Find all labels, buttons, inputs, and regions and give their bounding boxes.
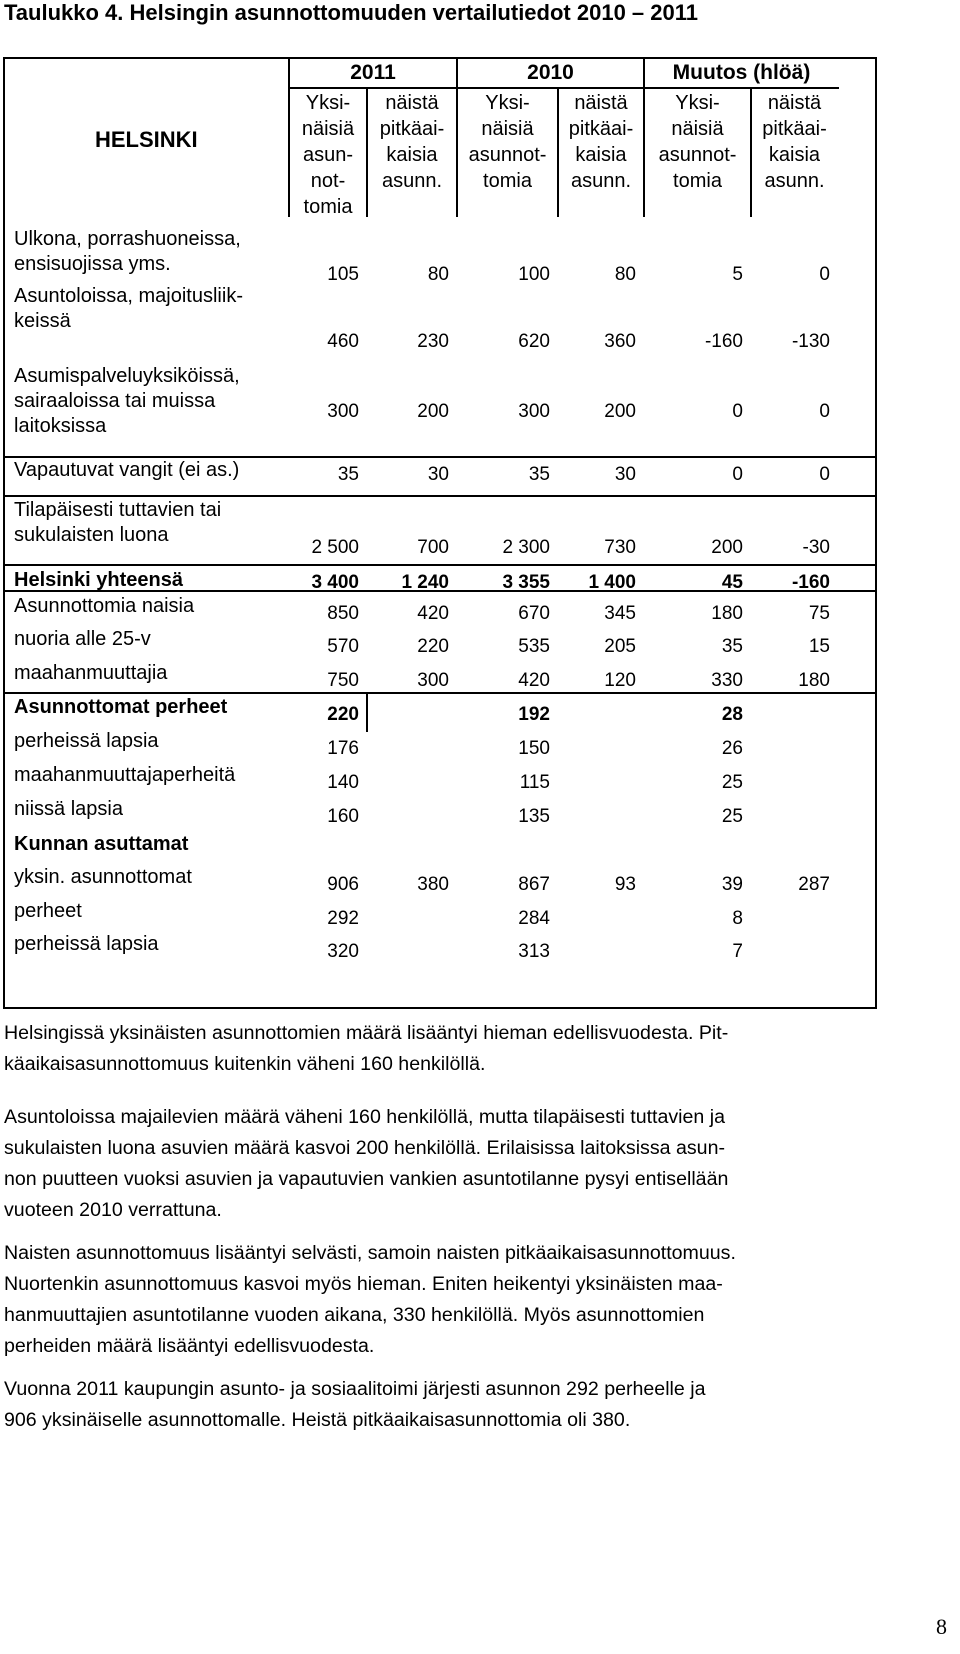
row-label: Kunnan asuttamat xyxy=(14,833,189,855)
table-cell: 1 240 xyxy=(401,572,449,593)
column-header: näistä pitkäai- kaisia asunn. xyxy=(762,92,827,192)
header-row-line xyxy=(288,87,839,89)
row-label: perheissä lapsia xyxy=(14,933,159,955)
table-cell: 700 xyxy=(417,537,449,558)
row-label: niissä lapsia xyxy=(14,798,123,820)
table-cell: 8 xyxy=(732,908,743,929)
table-cell: 30 xyxy=(614,464,636,485)
table-cell: 28 xyxy=(721,704,743,725)
table-cell: 460 xyxy=(327,331,359,352)
table-cell: 200 xyxy=(417,401,449,422)
table-cell: 300 xyxy=(417,670,449,691)
table-cell: 7 xyxy=(732,941,743,962)
comparison-table xyxy=(3,57,877,1009)
table-cell: -30 xyxy=(802,537,830,558)
table-cell: 906 xyxy=(327,874,359,895)
table-cell: 115 xyxy=(519,772,550,793)
column-header: Yksi- näisiä asunnot- tomia xyxy=(658,92,737,192)
table-cell: 2 300 xyxy=(502,537,550,558)
row-label: Asunnottomat perheet xyxy=(14,696,228,718)
table-cell: 230 xyxy=(417,331,449,352)
table-cell: 80 xyxy=(614,264,636,285)
table-cell: 535 xyxy=(518,636,550,657)
row-label: yksin. asunnottomat xyxy=(14,866,192,888)
table-cell: 3 400 xyxy=(311,572,359,593)
table-cell: 80 xyxy=(427,264,449,285)
column-header: Yksi- näisiä asunnot- tomia xyxy=(468,92,547,192)
table-cell: 120 xyxy=(604,670,636,691)
table-title: Taulukko 4. Helsingin asunnottomuuden vertailutiedot 2010 – 2011 xyxy=(4,0,698,25)
table-cell: 0 xyxy=(732,464,743,485)
table-cell: 1 400 xyxy=(588,572,636,593)
table-cell: 670 xyxy=(518,603,550,624)
table-cell: -130 xyxy=(791,331,830,352)
table-cell: 220 xyxy=(417,636,449,657)
table-cell: 35 xyxy=(721,636,743,657)
table-cell: 135 xyxy=(518,806,550,827)
table-cell: 330 xyxy=(711,670,743,691)
corner-header: HELSINKI xyxy=(95,127,198,152)
table-cell: 420 xyxy=(417,603,449,624)
table-cell: 345 xyxy=(604,603,636,624)
table-cell: 180 xyxy=(798,670,830,691)
column-header: näistä pitkäai- kaisia asunn. xyxy=(379,92,445,192)
table-cell: 200 xyxy=(604,401,636,422)
table-cell: 35 xyxy=(337,464,359,485)
table-cell: 140 xyxy=(327,772,359,793)
row-label: Asunnottomia naisia xyxy=(14,595,195,617)
row-separator xyxy=(5,564,875,566)
row-label: Helsinki yhteensä xyxy=(14,569,183,591)
row-label: perheet xyxy=(14,900,82,922)
paragraph: Helsingissä yksinäisten asunnottomien määrä lisääntyi hieman edellisvuodesta. Pit- käaikaisasunnottomuus kuitenkin väheni 160 henkilöllä. xyxy=(4,1022,729,1075)
table-cell: 45 xyxy=(721,572,743,593)
body-divider xyxy=(366,692,368,732)
table-cell: 300 xyxy=(518,401,550,422)
table-cell: 200 xyxy=(711,537,743,558)
table-cell: 176 xyxy=(327,738,359,759)
row-label: nuoria alle 25-v xyxy=(14,628,151,650)
table-cell: 25 xyxy=(721,772,743,793)
table-cell: 867 xyxy=(518,874,550,895)
row-label: maahanmuuttajia xyxy=(14,662,168,684)
table-cell: 205 xyxy=(604,636,636,657)
table-cell: 39 xyxy=(721,874,743,895)
row-label: perheissä lapsia xyxy=(14,730,159,752)
table-cell: 420 xyxy=(518,670,550,691)
year-header: 2010 xyxy=(527,61,574,84)
table-cell: 105 xyxy=(327,264,359,285)
column-header: näistä pitkäai- kaisia asunn. xyxy=(568,92,634,192)
year-header: 2011 xyxy=(350,61,396,84)
table-cell: -160 xyxy=(704,331,743,352)
row-label: Ulkona, porrashuoneissa, ensisuojissa yms. xyxy=(14,228,241,275)
table-cell: 300 xyxy=(327,401,359,422)
table-cell: 0 xyxy=(732,401,743,422)
table-cell: 26 xyxy=(721,738,743,759)
table-cell: 5 xyxy=(732,264,743,285)
table-cell: 220 xyxy=(327,704,359,725)
table-cell: 380 xyxy=(417,874,449,895)
table-cell: 30 xyxy=(427,464,449,485)
table-cell: 750 xyxy=(327,670,359,691)
row-label: maahanmuuttajaperheitä xyxy=(14,764,236,786)
table-cell: 730 xyxy=(604,537,636,558)
table-cell: 192 xyxy=(518,704,550,725)
table-cell: 320 xyxy=(327,941,359,962)
page-number: 8 xyxy=(936,1614,947,1639)
table-cell: 0 xyxy=(819,464,830,485)
table-cell: 570 xyxy=(327,636,359,657)
table-cell: 15 xyxy=(808,636,830,657)
year-header: Muutos (hlöä) xyxy=(672,61,811,84)
table-cell: 100 xyxy=(518,264,550,285)
table-cell: 150 xyxy=(518,738,550,759)
table-cell: 287 xyxy=(798,874,830,895)
table-cell: 25 xyxy=(721,806,743,827)
paragraph: Vuonna 2011 kaupungin asunto- ja sosiaalitoimi järjesti asunnon 292 perheelle ja 906 yksinäiselle asunnottomalle. Heistä pitkäaikaisasunnottomia oli 380. xyxy=(4,1378,706,1431)
table-cell: 360 xyxy=(604,331,636,352)
table-cell: 313 xyxy=(518,941,550,962)
paragraph: Asuntoloissa majailevien määrä väheni 160 henkilöllä, mutta tilapäisesti tuttavien ja sukulaisten luona asuvien määrä kasvoi 200 henkilöllä. Erilaisissa laitoksissa asun- non puutteen vuoksi asuvien ja vapautuvien vankien asuntotilanne pysyi entisellään vuoteen 2010 verrattuna. xyxy=(4,1106,729,1221)
table-cell: 292 xyxy=(327,908,359,929)
table-cell: 93 xyxy=(614,874,636,895)
row-label: Asuntoloissa, majoitusliik- keissä xyxy=(14,285,243,332)
table-cell: 160 xyxy=(327,806,359,827)
table-cell: 75 xyxy=(808,603,830,624)
table-cell: 850 xyxy=(327,603,359,624)
table-cell: 35 xyxy=(528,464,550,485)
table-cell: 620 xyxy=(518,331,550,352)
table-cell: -160 xyxy=(791,572,830,593)
paragraph: Naisten asunnottomuus lisääntyi selvästi, samoin naisten pitkäaikaisasunnottomuus. Nuortenkin asunnottomuus kasvoi myös hieman. Eniten heikentyi yksinäisten maa- hanmuuttajien asuntotilanne vuoden aikana, 330 henkilöllä. Myös asunnottomien perheiden määrä lisääntyi edellisvuodesta. xyxy=(4,1242,736,1357)
row-separator xyxy=(5,692,875,694)
row-label: Asumispalveluyksiköissä, sairaaloissa tai muissa laitoksissa xyxy=(14,365,240,437)
table-cell: 180 xyxy=(711,603,743,624)
row-separator xyxy=(5,495,875,497)
table-cell: 0 xyxy=(819,264,830,285)
table-cell: 0 xyxy=(819,401,830,422)
row-label: Vapautuvat vangit (ei as.) xyxy=(14,459,240,481)
table-cell: 284 xyxy=(518,908,550,929)
table-cell: 2 500 xyxy=(311,537,359,558)
table-cell: 3 355 xyxy=(502,572,550,593)
column-header: Yksi- näisiä asun- not- tomia xyxy=(301,92,355,218)
row-label: Tilapäisesti tuttavien tai sukulaisten luona xyxy=(14,499,222,546)
